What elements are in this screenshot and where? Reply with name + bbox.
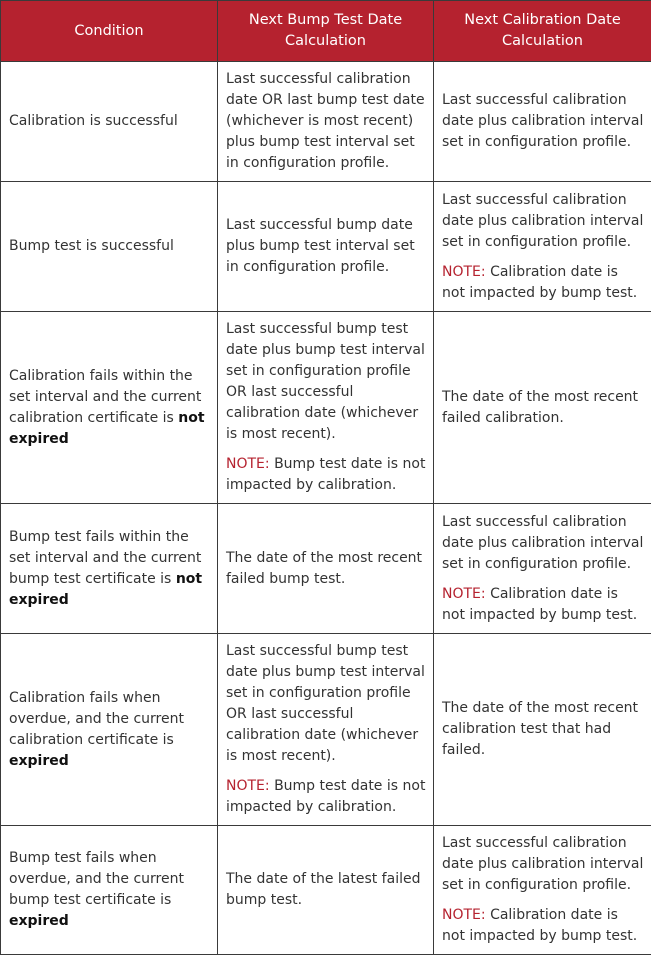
note-label: NOTE: (226, 778, 270, 794)
bump-cell: Last successful bump test date plus bump test interval set in configuration profile OR last successful calibration date (whichever is most recent). NOTE: Bump test date is not impacted by calibration. (218, 634, 434, 826)
bump-cell: Last successful bump date plus bump test interval set in configuration profile. (218, 182, 434, 312)
calibration-cell: Last successful calibration date plus calibration interval set in configuration profile. NOTE: Calibration date is not impacted by bump test. (434, 182, 651, 312)
table-row (1, 504, 651, 634)
note-label: NOTE: (442, 264, 486, 280)
table-row (1, 312, 651, 504)
header-next-calibration: Next Calibration Date Calculation (434, 1, 651, 62)
emphasis: not expired (9, 410, 205, 447)
note: NOTE: Bump test date is not impacted by calibration. (226, 454, 427, 496)
condition-cell: Calibration is successful (1, 62, 218, 182)
emphasis: expired (9, 753, 69, 769)
note: NOTE: Calibration date is not impacted by bump test. (442, 905, 645, 947)
calibration-cell: The date of the most recent calibration test that had failed. (434, 634, 651, 826)
emphasis: not expired (9, 571, 202, 608)
bump-cell: Last successful bump test date plus bump test interval set in configuration profile OR last successful calibration date (whichever is most recent). NOTE: Bump test date is not impacted by calibration. (218, 312, 434, 504)
table-row (1, 182, 651, 312)
calibration-cell: Last successful calibration date plus calibration interval set in configuration profile. (434, 62, 651, 182)
condition-cell: Bump test is successful (1, 182, 218, 312)
table-row (1, 634, 651, 826)
condition-cell: Calibration fails when overdue, and the current calibration certificate is expired (1, 634, 218, 826)
table-row (1, 62, 651, 182)
note-label: NOTE: (226, 456, 270, 472)
bump-cell: Last successful calibration date OR last bump test date (whichever is most recent) plus bump test interval set in configuration profile. (218, 62, 434, 182)
header-condition: Condition (1, 1, 218, 62)
condition-cell: Bump test fails within the set interval and the current bump test certificate is not expired (1, 504, 218, 634)
note: NOTE: Calibration date is not impacted by bump test. (442, 584, 645, 626)
emphasis: expired (9, 913, 69, 929)
note: NOTE: Bump test date is not impacted by calibration. (226, 776, 427, 818)
table-row (1, 826, 651, 955)
calibration-cell: The date of the most recent failed calibration. (434, 312, 651, 504)
bump-cell: The date of the most recent failed bump test. (218, 504, 434, 634)
condition-cell: Bump test fails when overdue, and the current bump test certificate is expired (1, 826, 218, 955)
bump-cell: The date of the latest failed bump test. (218, 826, 434, 955)
calibration-cell: Last successful calibration date plus calibration interval set in configuration profile. NOTE: Calibration date is not impacted by bump test. (434, 504, 651, 634)
note: NOTE: Calibration date is not impacted by bump test. (442, 262, 645, 304)
condition-cell: Calibration fails within the set interval and the current calibration certificate is not expired (1, 312, 218, 504)
header-next-bump: Next Bump Test Date Calculation (218, 1, 434, 62)
note-label: NOTE: (442, 907, 486, 923)
calibration-cell: Last successful calibration date plus calibration interval set in configuration profile. NOTE: Calibration date is not impacted by bump test. (434, 826, 651, 955)
header-row (1, 1, 651, 62)
note-label: NOTE: (442, 586, 486, 602)
